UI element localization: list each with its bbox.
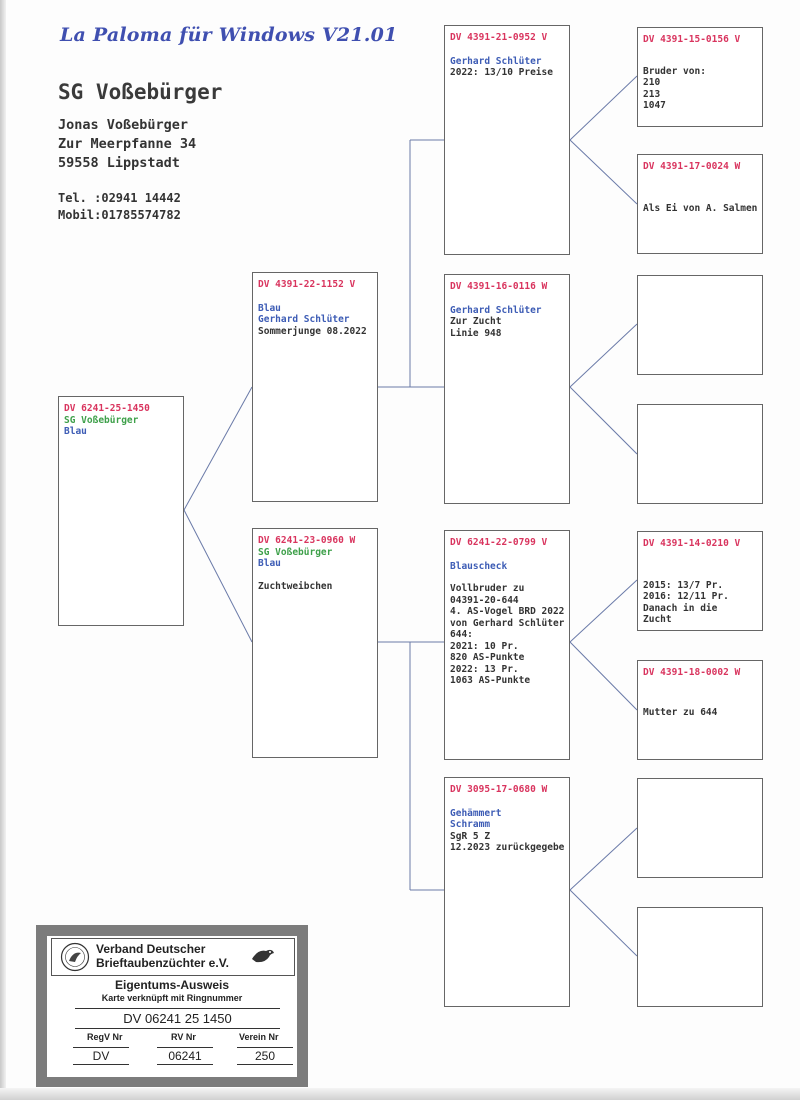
ring-number: DV 4391-18-0002 W bbox=[643, 667, 741, 678]
great-grandparent-card-6 bbox=[637, 660, 763, 760]
note-line: von Gerhard Schlüter bbox=[450, 617, 565, 629]
dam-sire-card bbox=[444, 530, 570, 760]
color: Blau bbox=[258, 558, 281, 569]
great-grandparent-card-5 bbox=[637, 531, 763, 631]
note-line: 2021: 10 Pr. bbox=[450, 640, 519, 652]
dam-card bbox=[252, 528, 378, 758]
software-brand: La Paloma für Windows V21.01 bbox=[60, 24, 398, 46]
note-line: 820 AS-Punkte bbox=[450, 652, 525, 663]
note-line: Sommerjunge 08.2022 bbox=[258, 325, 367, 337]
regv-label: RegV Nr bbox=[87, 1032, 123, 1042]
note-line: 12.2023 zurückgegebe bbox=[450, 842, 565, 853]
association-name-line: Verband Deutscher bbox=[96, 942, 206, 956]
rv-value: 06241 bbox=[157, 1047, 213, 1065]
great-grandparent-card-4 bbox=[637, 404, 763, 504]
ring-number: DV 6241-22-0799 V bbox=[450, 537, 548, 548]
ring-number: DV 4391-21-0952 V bbox=[450, 32, 548, 43]
regv-value: DV bbox=[73, 1047, 129, 1065]
note-line: Mutter zu 644 bbox=[643, 706, 718, 718]
note-line: Linie 948 bbox=[450, 327, 502, 339]
note-line: SgR 5 Z bbox=[450, 830, 491, 842]
phone-line: Tel. :02941 14442 bbox=[58, 191, 181, 205]
breeder: Schramm bbox=[450, 819, 491, 830]
note-line: 1047 bbox=[643, 100, 666, 111]
note-line: 2016: 12/11 Pr. bbox=[643, 591, 729, 602]
association-name bbox=[96, 942, 229, 970]
ring-number: DV 4391-16-0116 W bbox=[450, 281, 548, 292]
breeder: SG Voßebürger bbox=[258, 546, 333, 558]
card-ring-number: DV 06241 25 1450 bbox=[75, 1008, 280, 1029]
sire-dam-card bbox=[444, 274, 570, 504]
note-line: 210 bbox=[643, 77, 661, 88]
note-line: Danach in die bbox=[643, 602, 718, 614]
association-name-line: Brieftaubenzüchter e.V. bbox=[96, 956, 229, 970]
verein-value: 250 bbox=[237, 1047, 293, 1065]
breeder: Gerhard Schlüter bbox=[450, 55, 542, 67]
card-title: Eigentums-Ausweis bbox=[114, 978, 230, 992]
phone-line: Mobil:01785574782 bbox=[58, 208, 181, 222]
dam-dam-card bbox=[444, 777, 570, 1007]
note-line: 2022: 13 Pr. bbox=[450, 663, 519, 675]
pigeon-icon bbox=[250, 945, 276, 967]
color: Gehämmert bbox=[450, 807, 502, 819]
note-line: 2022: 13/10 Preise bbox=[450, 67, 553, 78]
breeder: Gerhard Schlüter bbox=[450, 304, 542, 316]
note-line: 04391-20-644 bbox=[450, 594, 519, 606]
card-subtitle: Karte verknüpft mit Ringnummer bbox=[101, 993, 243, 1003]
sire-sire-card bbox=[444, 25, 570, 255]
note-line: 2015: 13/7 Pr. bbox=[643, 579, 724, 591]
owner-name: SG Voßebürger bbox=[58, 80, 223, 104]
note-line: 213 bbox=[643, 88, 661, 100]
great-grandparent-card-2 bbox=[637, 154, 763, 254]
address-line: Jonas Voßebürger bbox=[58, 117, 189, 133]
great-grandparent-card-8 bbox=[637, 907, 763, 1007]
address-line: 59558 Lippstadt bbox=[58, 155, 180, 171]
breeder: Gerhard Schlüter bbox=[258, 314, 350, 325]
association-logo-icon bbox=[60, 942, 90, 972]
note-line: Zuchtweibchen bbox=[258, 580, 333, 592]
note-line: 1063 AS-Punkte bbox=[450, 675, 531, 686]
subject-pigeon-card bbox=[58, 396, 184, 626]
breeder: SG Voßebürger bbox=[64, 414, 139, 426]
address-line: Zur Meerpfanne 34 bbox=[58, 136, 197, 152]
note-line: Als Ei von A. Salmen bbox=[643, 202, 758, 214]
ring-number: DV 4391-22-1152 V bbox=[258, 279, 356, 290]
color: Blauscheck bbox=[450, 560, 508, 572]
ring-number: DV 3095-17-0680 W bbox=[450, 784, 548, 795]
ring-number: DV 4391-14-0210 V bbox=[643, 538, 741, 549]
note-line: 644: bbox=[450, 629, 473, 640]
ring-number: DV 4391-17-0024 W bbox=[643, 161, 741, 172]
note-line: Bruder von: bbox=[643, 65, 706, 77]
great-grandparent-card-1 bbox=[637, 27, 763, 127]
great-grandparent-card-3 bbox=[637, 275, 763, 375]
ring-number: DV 4391-15-0156 V bbox=[643, 34, 741, 45]
ownership-card-body bbox=[47, 936, 297, 1077]
sire-card bbox=[252, 272, 378, 502]
note-line: Zur Zucht bbox=[450, 316, 502, 327]
note-line: 4. AS-Vogel BRD 2022 bbox=[450, 606, 565, 617]
great-grandparent-card-7 bbox=[637, 778, 763, 878]
ring-number: DV 6241-25-1450 bbox=[64, 403, 150, 414]
ownership-card-stamp bbox=[36, 925, 308, 1087]
ring-number: DV 6241-23-0960 W bbox=[258, 535, 356, 546]
note-line: Vollbruder zu bbox=[450, 583, 525, 594]
verein-label: Verein Nr bbox=[239, 1032, 279, 1042]
color: Blau bbox=[64, 426, 87, 437]
rv-label: RV Nr bbox=[171, 1032, 196, 1042]
association-header bbox=[51, 938, 295, 976]
color: Blau bbox=[258, 302, 281, 314]
note-line: Zucht bbox=[643, 614, 672, 625]
